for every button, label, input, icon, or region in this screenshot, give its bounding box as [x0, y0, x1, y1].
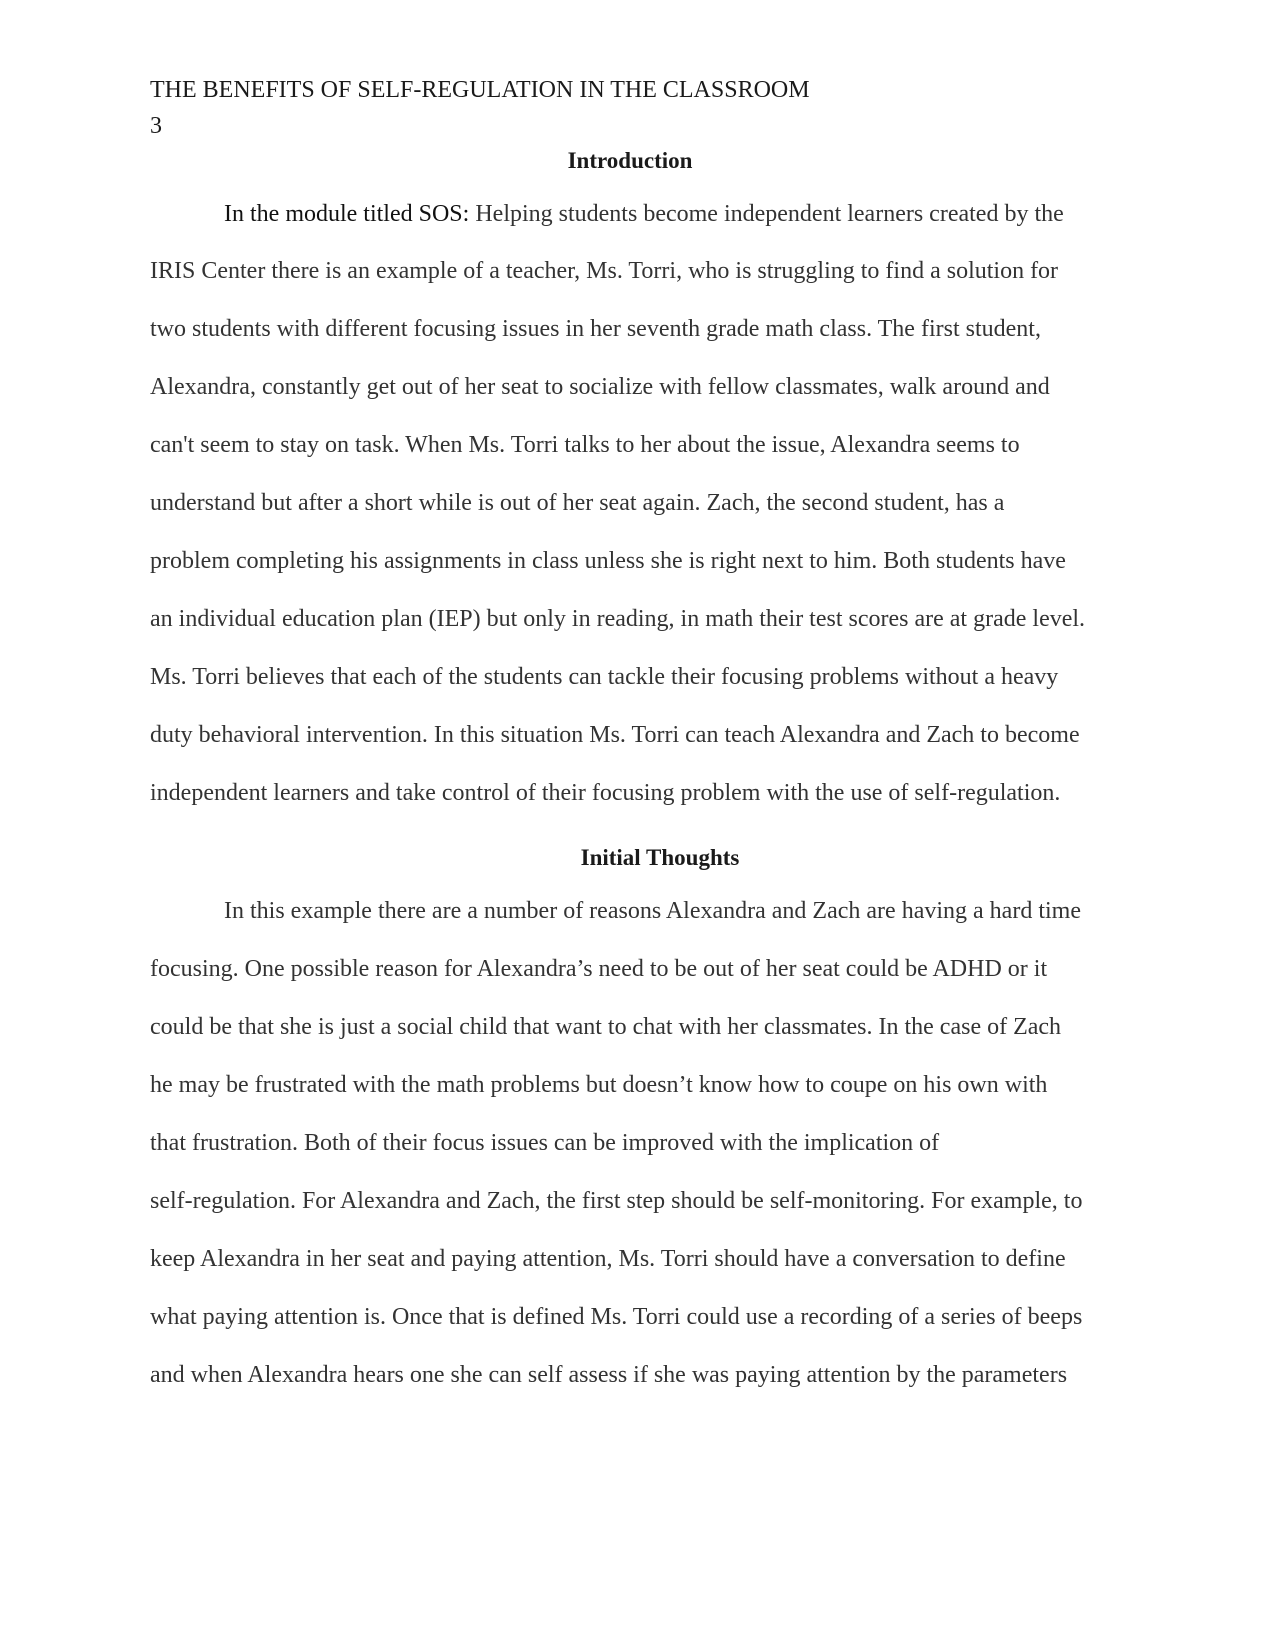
intro-line: duty behavioral intervention. In this situation Ms. Torri can teach Alexandra and Zach to become — [150, 722, 1080, 748]
running-head: THE BENEFITS OF SELF-REGULATION IN THE CLASSROOM — [150, 77, 810, 103]
thoughts-line: he may be frustrated with the math problems but doesn’t know how to coupe on his own with — [150, 1072, 1048, 1098]
heading-initial-thoughts: Initial Thoughts — [580, 845, 740, 870]
intro-line: IRIS Center there is an example of a teacher, Ms. Torri, who is struggling to find a solution for — [150, 258, 1059, 284]
intro-line-1-rest: Helping students become independent learners created by the — [469, 201, 1064, 227]
thoughts-line-1: In this example there are a number of reasons Alexandra and Zach are having a hard time — [224, 898, 1081, 924]
intro-line: independent learners and take control of their focusing problem with the use of self-regulation. — [150, 780, 1061, 806]
intro-line: Alexandra, constantly get out of her seat to socialize with fellow classmates, walk around and — [150, 374, 1050, 400]
thoughts-line: self-regulation. For Alexandra and Zach, the first step should be self-monitoring. For example, to — [150, 1188, 1083, 1214]
thoughts-line: that frustration. Both of their focus issues can be improved with the implication of — [150, 1130, 940, 1156]
heading-introduction: Introduction — [567, 148, 693, 173]
intro-line: two students with different focusing issues in her seventh grade math class. The first student, — [150, 316, 1041, 342]
intro-line: understand but after a short while is out of her seat again. Zach, the second student, has a — [150, 490, 1005, 516]
intro-line: Ms. Torri believes that each of the students can tackle their focusing problems without a heavy — [150, 664, 1059, 690]
intro-line: can't seem to stay on task. When Ms. Torri talks to her about the issue, Alexandra seems to — [150, 432, 1020, 458]
intro-line: an individual education plan (IEP) but only in reading, in math their test scores are at grade level. — [150, 606, 1086, 632]
thoughts-line: could be that she is just a social child that want to chat with her classmates. In the case of Zach — [150, 1014, 1062, 1040]
thoughts-line: and when Alexandra hears one she can self assess if she was paying attention by the parameters — [150, 1362, 1068, 1388]
page-number: 3 — [150, 113, 162, 139]
thoughts-line: what paying attention is. Once that is defined Ms. Torri could use a recording of a series of beeps — [150, 1304, 1083, 1330]
intro-line-1-prefix: In the module titled SOS: — [224, 201, 470, 227]
thoughts-line: keep Alexandra in her seat and paying attention, Ms. Torri should have a conversation to define — [150, 1246, 1066, 1272]
thoughts-line: focusing. One possible reason for Alexandra’s need to be out of her seat could be ADHD or it — [150, 956, 1048, 982]
intro-line-1 — [224, 198, 1064, 230]
intro-line: problem completing his assignments in class unless she is right next to him. Both students have — [150, 548, 1066, 574]
